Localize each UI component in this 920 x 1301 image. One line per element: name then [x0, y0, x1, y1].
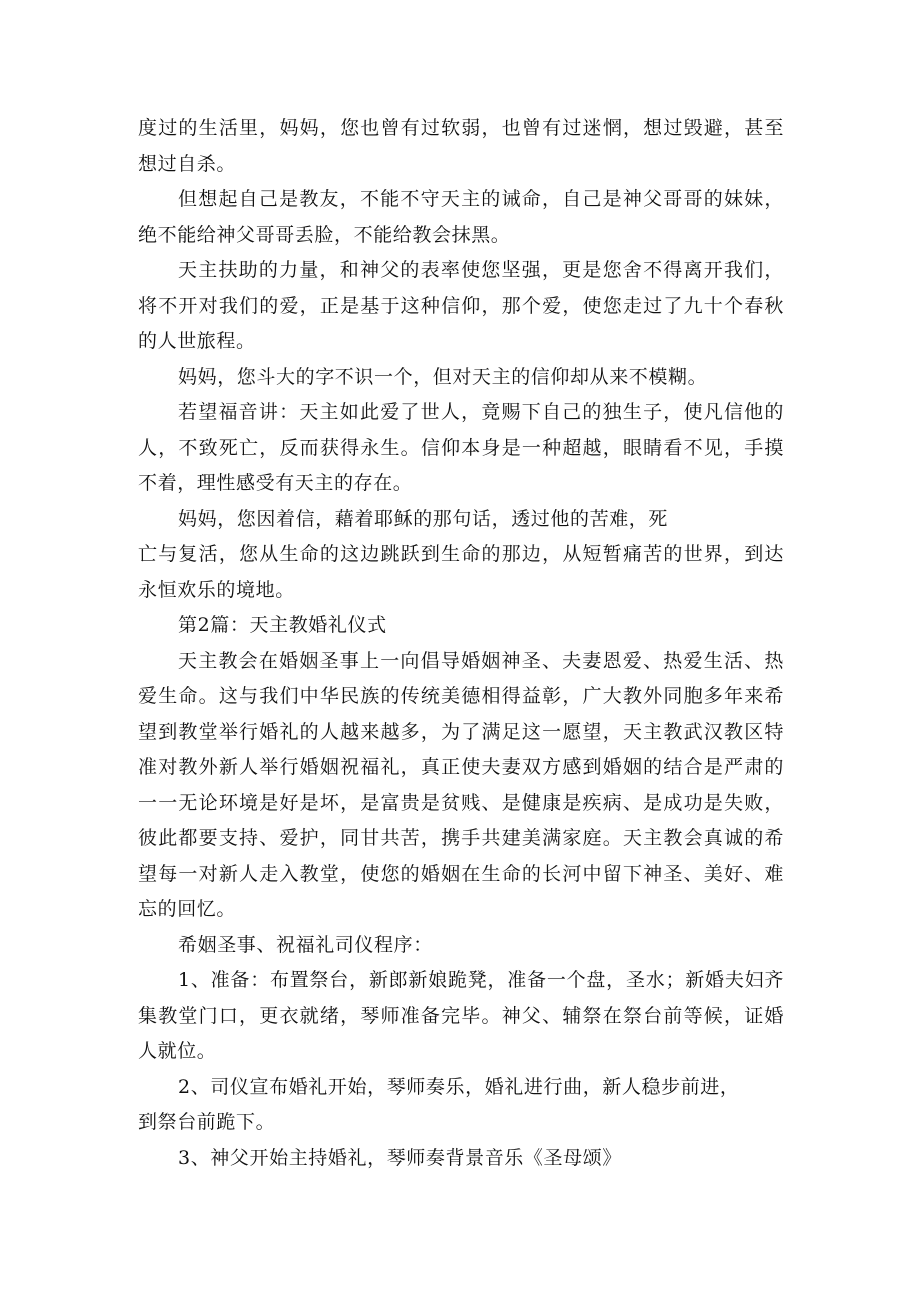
- paragraph-continuation: 亡与复活，您从生命的这边跳跃到生命的那边，从短暂痛苦的世界，到达永恒欢乐的境地。: [138, 543, 784, 601]
- paragraph: 妈妈，您斗大的字不识一个，但对天主的信仰却从来不模糊。: [178, 365, 708, 388]
- paragraph: 天主扶助的力量，和神父的表率使您坚强，更是您舍不得离开我们，将不开对我们的爱，正是基于这种信仰，那个爱，使您走过了九十个春秋的人世旅程。: [138, 259, 784, 352]
- paragraph: 若望福音讲：天主如此爱了世人，竟赐下自己的独生子，使凡信他的人，不致死亡，反而获得永生。信仰本身是一种超越，眼睛看不见，手摸不着，理性感受有天主的存在。: [138, 401, 784, 494]
- paragraph-continuation: 到祭台前跪下。: [138, 1111, 276, 1133]
- paragraph: 但想起自己是教友，不能不守天主的诫命，自己是神父哥哥的妹妹，绝不能给神父哥哥丢脸，不能给教会抹黑。: [138, 188, 784, 246]
- list-item: 1、准备：布置祭台，新郎新娘跪凳，准备一个盘，圣水；新婚夫妇齐集教堂门口，更衣就绪，琴师准备完毕。神父、辅祭在祭台前等候，证婚人就位。: [138, 969, 784, 1062]
- list-item: 2、司仪宣布婚礼开始，琴师奏乐，婚礼进行曲，新人稳步前进，: [178, 1075, 740, 1098]
- paragraph-continuation: 度过的生活里，妈妈，您也曾有过软弱，也曾有过迷惘，想过毁避，甚至想过自杀。: [138, 117, 784, 175]
- paragraph: 妈妈，您因着信，藉着耶稣的那句话，透过他的苦难，死: [178, 507, 669, 530]
- document-body: [138, 111, 784, 1176]
- list-item: 3、神父开始主持婚礼，琴师奏背景音乐《圣母颂》: [178, 1146, 622, 1169]
- section-heading: 第2篇：天主教婚礼仪式: [178, 614, 387, 636]
- paragraph: 天主教会在婚姻圣事上一向倡导婚姻神圣、夫妻恩爱、热爱生活、热爱生命。这与我们中华民族的传统美德相得益彰，广大教外同胞多年来希望到教堂举行婚礼的人越来越多，为了满足这一愿望，天主教武汉教区特准对教外新人举行婚姻祝福礼，真正使夫妻双方感到婚姻的结合是严肃的一一无论环境是好是坏，是富贵是贫贱、是健康是疾病、是成功是失败，彼此都要支持、爱护，同甘共苦，携手共建美满家庭。天主教会真诚的希望每一对新人走入教堂，使您的婚姻在生命的长河中留下神圣、美好、难忘的回忆。: [138, 649, 784, 920]
- paragraph: 希姻圣事、祝福礼司仪程序：: [178, 933, 433, 956]
